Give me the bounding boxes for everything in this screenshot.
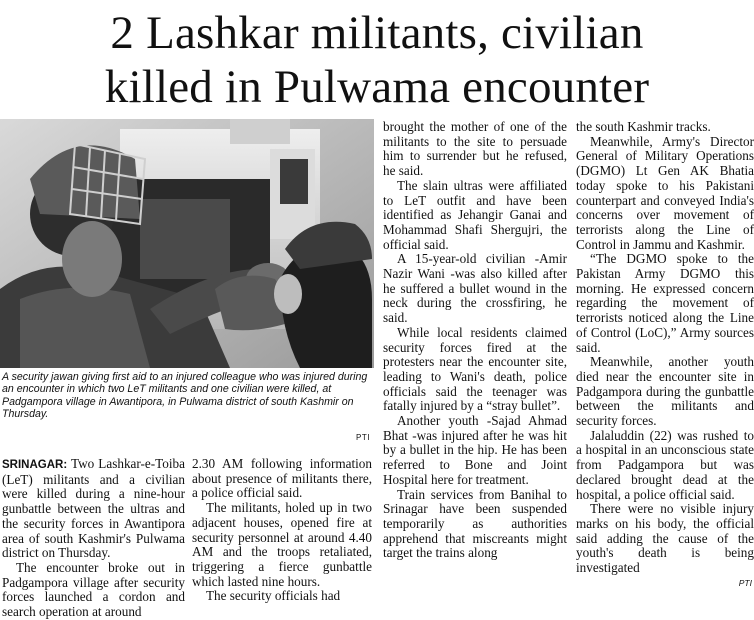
headline xyxy=(0,0,754,118)
article-paragraph: The slain ultras were affiliated to LeT outfit and have been identified as Jehangir Ganai and Mohammad Shafi Shergujri, the official said. xyxy=(383,177,567,252)
article-paragraph: While local residents claimed security forces fired at the protesters near the encounter site, leading to Wani's death, police officials said the teenager was fatally injured by a “stray bullet”. xyxy=(383,324,567,414)
article-paragraph: The encounter broke out in Padgampora village after security forces launched a cordon and search operation at around xyxy=(2,559,185,620)
article-paragraph: The security officials had xyxy=(206,588,341,604)
photo-credit: PTI xyxy=(356,432,370,442)
headline-line-2: killed in Pulwama encounter xyxy=(104,61,650,113)
headline-line-1: 2 Lashkar militants, civilian xyxy=(110,7,644,59)
photo-caption xyxy=(0,369,374,447)
article-paragraph: Meanwhile, another youth died near the encounter site in Padgampora during the gunbattle between the militants and security forces. xyxy=(576,354,754,429)
end-credit: PTI xyxy=(738,578,752,588)
caption-text: A security jawan giving first aid to an injured colleague who was injured during an encounter in which two LeT militants and one civilian were killed, at Padgampora village in Awantipora, in Pulwama district of south Kashmir on Thursday. xyxy=(2,371,368,421)
article-paragraph: “The DGMO spoke to the Pakistan Army DGMO this morning. He expressed concern regarding the movement of terrorists noticed along the Line of Control (LoC),” Army sources said. xyxy=(576,251,754,355)
article-paragraph: Meanwhile, Army's Director General of Military Operations (DGMO) Lt Gen AK Bhatia today spoke to his Pakistani counterpart and conveyed India's concerns over movement of terrorists along the Line of Control in Jammu and Kashmir. xyxy=(576,133,754,252)
dateline: SRINAGAR: xyxy=(2,459,68,471)
article-paragraph: Another youth -Sajad Ahmad Bhat -was injured after he was hit by a bullet in the hip. He has been referred to Bone and Joint Hospital here for treatment. xyxy=(383,413,567,487)
article-paragraph: 2.30 AM following information about presence of militants there, a police official said. xyxy=(192,456,372,501)
article-column-2 xyxy=(192,456,372,604)
article-column-1 xyxy=(2,456,185,620)
article-paragraph: Jalaluddin (22) was rushed to a hospital in an unconscious state from Padgampora but was declared brought dead at the hospital, a police official said. xyxy=(576,427,754,502)
article-paragraph: A 15-year-old civilian -Amir Nazir Wani -was also killed after he suffered a bullet wound in the neck during the crossfiring, he said. xyxy=(383,251,567,326)
article-paragraph: There were no visible injury marks on his body, the official said adding the cause of the youth's death is being investigated xyxy=(576,501,754,576)
article-column-3 xyxy=(383,120,567,592)
article-paragraph: The militants, holed up in two adjacent houses, opened fire at security personnel at around 4.40 AM and the troops retaliated, triggering a fierce gunbattle which lasted nine hours. xyxy=(192,500,372,589)
article-paragraph: the south Kashmir tracks. xyxy=(576,119,711,134)
photo-illustration xyxy=(0,119,374,368)
article-paragraph: brought the mother of one of the militants to the site to persuade him to surrender but he refused, he said. xyxy=(383,119,567,179)
article-paragraph: Train services from Banihal to Srinagar have been suspended temporarily as authorities apprehend that miscreants might target the trains along xyxy=(383,486,567,561)
news-photo xyxy=(0,119,374,368)
article-text: Two Lashkar-e-Toiba (LeT) militants and a civilian were killed during a nine-hour gunbattle between the ultras and the security forces in Awantipora area of south Kashmir's Pulwama district on Thursday. xyxy=(2,456,185,561)
article-paragraph xyxy=(2,457,185,561)
article-column-4 xyxy=(576,120,754,592)
